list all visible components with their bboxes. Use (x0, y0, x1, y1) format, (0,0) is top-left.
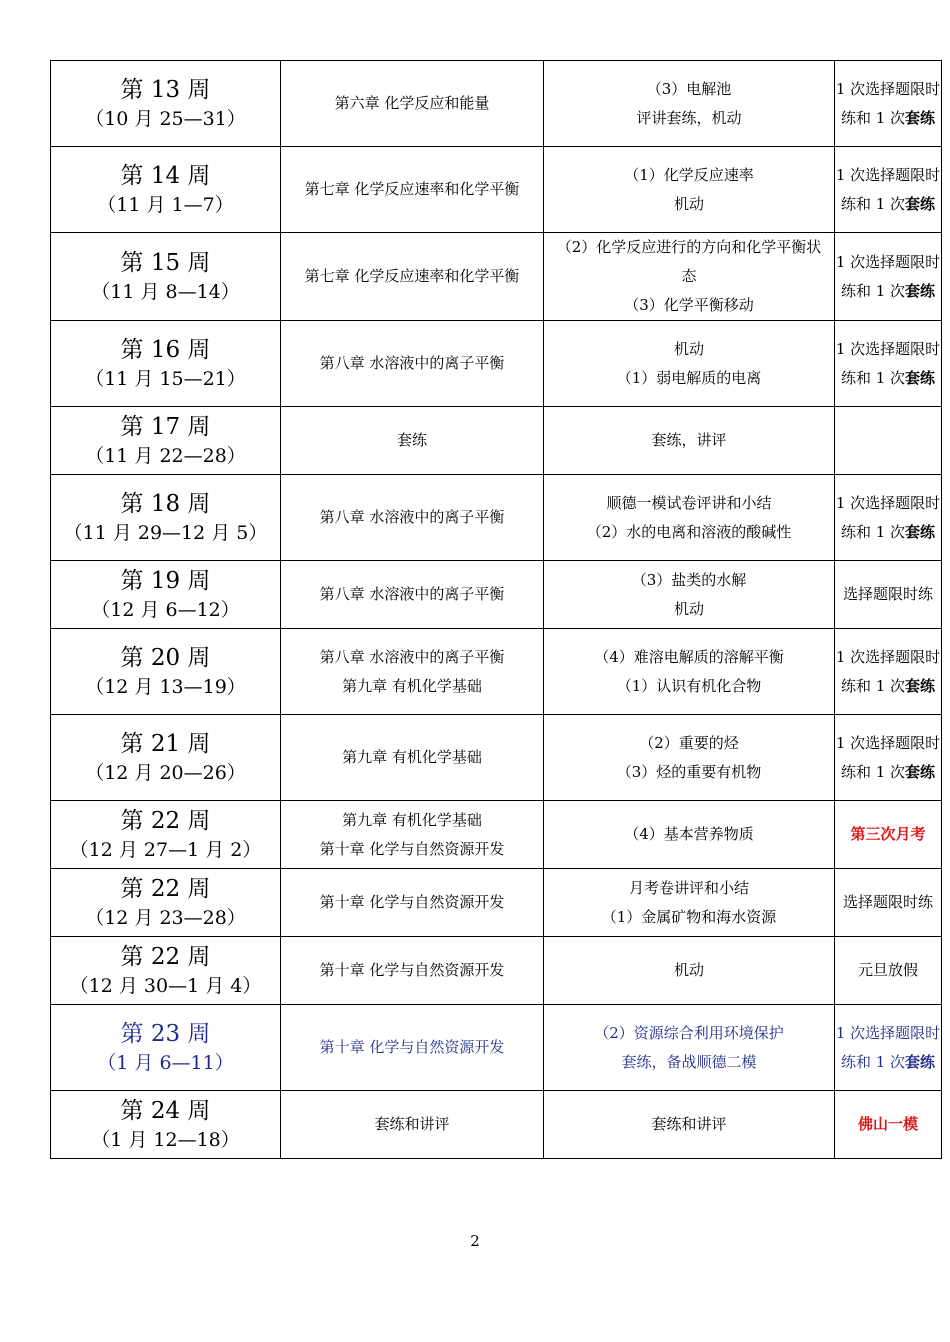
note-cell (835, 629, 942, 715)
week-label: 第 22 周 (120, 943, 211, 970)
week-cell (51, 147, 281, 233)
content-cell (544, 475, 835, 561)
table-row (51, 61, 942, 147)
content-line: 机动 (673, 194, 704, 213)
table-row (51, 629, 942, 715)
content-cell (544, 407, 835, 475)
content-line: 机动 (673, 599, 704, 618)
note-cell (835, 475, 942, 561)
note-cell (835, 61, 942, 147)
week-cell (51, 233, 281, 321)
content-line: 机动 (673, 961, 704, 979)
content-cell (544, 1005, 835, 1091)
content-line: （1）化学反应速率 (624, 165, 754, 184)
table-row (51, 1005, 942, 1091)
note-bold: 套练 (905, 522, 936, 541)
week-cell (51, 629, 281, 715)
chapter-line: 第八章 水溶液中的离子平衡 (319, 585, 505, 603)
content-line: （1）弱电解质的电离 (616, 368, 762, 387)
content-line: 套练和讲评 (651, 1115, 727, 1133)
content-cell (544, 937, 835, 1005)
week-label: 第 22 周 (120, 875, 211, 902)
date-range: （11 月 22—28） (85, 444, 246, 467)
content-cell (544, 147, 835, 233)
chapter-line: 第十章 化学与自然资源开发 (319, 839, 505, 858)
chapter-line: 第八章 水溶液中的离子平衡 (319, 354, 505, 372)
chapter-cell (281, 61, 544, 147)
chapter-line: 第九章 有机化学基础 (342, 676, 482, 695)
note-cell (835, 407, 942, 475)
note-cell (835, 1005, 942, 1091)
chapter-line: 第八章 水溶液中的离子平衡 (319, 508, 505, 526)
content-cell (544, 629, 835, 715)
chapter-line: 第十章 化学与自然资源开发 (319, 1038, 505, 1056)
schedule-table (50, 60, 942, 1159)
table-row (51, 801, 942, 869)
note-text: 1 次选择题限时练和 1 次 (835, 1023, 941, 1071)
chapter-cell (281, 869, 544, 937)
chapter-line: 第十章 化学与自然资源开发 (319, 961, 505, 979)
note-cell (835, 561, 942, 629)
week-label: 第 24 周 (120, 1097, 211, 1124)
chapter-cell (281, 937, 544, 1005)
note-bold: 套练 (905, 762, 936, 781)
chapter-line: 套练 (396, 431, 427, 449)
chapter-cell (281, 407, 544, 475)
note-text: 元旦放假 (857, 961, 918, 979)
week-cell (51, 937, 281, 1005)
content-line: 套练，备战顺德二模 (621, 1052, 757, 1071)
date-range: （12 月 23—28） (85, 906, 246, 929)
content-line: （2）资源综合利用环境保护 (594, 1023, 784, 1042)
note-cell (835, 233, 942, 321)
note-text: 1 次选择题限时练和 1 次 (835, 252, 941, 300)
page-number: 2 (470, 1232, 480, 1250)
note-bold: 套练 (905, 108, 936, 127)
week-cell (51, 1005, 281, 1091)
content-line: （4）难溶电解质的溶解平衡 (594, 647, 784, 666)
week-cell (51, 801, 281, 869)
content-line: 顺德一模试卷评讲和小结 (606, 493, 772, 512)
chapter-line: 第十章 化学与自然资源开发 (319, 893, 505, 911)
content-cell (544, 561, 835, 629)
content-line: （3）盐类的水解 (631, 570, 747, 589)
date-range: （11 月 8—14） (91, 280, 240, 303)
chapter-cell (281, 1091, 544, 1159)
chapter-cell (281, 147, 544, 233)
note-bold: 套练 (905, 281, 936, 300)
date-range: （12 月 30—1 月 4） (69, 974, 262, 997)
chapter-cell (281, 801, 544, 869)
table-row (51, 561, 942, 629)
table-row (51, 475, 942, 561)
table-row (51, 147, 942, 233)
table-row (51, 321, 942, 407)
exam-label: 佛山一模 (857, 1115, 918, 1133)
week-cell (51, 869, 281, 937)
content-line: （2）水的电离和溶液的酸碱性 (586, 522, 792, 541)
date-range: （1 月 12—18） (91, 1128, 240, 1151)
week-cell (51, 61, 281, 147)
date-range: （11 月 29—12 月 5） (63, 521, 268, 544)
table-row (51, 715, 942, 801)
note-bold: 套练 (905, 1052, 936, 1071)
table-row (51, 1091, 942, 1159)
note-text: 1 次选择题限时练和 1 次 (835, 647, 941, 695)
note-text: 选择题限时练 (842, 585, 933, 603)
note-cell (835, 801, 942, 869)
note-cell (835, 1091, 942, 1159)
content-line: （2）化学反应进行的方向和化学平衡状态 (556, 238, 822, 285)
note-cell (835, 869, 942, 937)
week-label: 第 19 周 (120, 567, 211, 594)
chapter-line: 第六章 化学反应和能量 (334, 94, 490, 112)
note-bold: 套练 (905, 368, 936, 387)
week-cell (51, 321, 281, 407)
content-line: （3）化学平衡移动 (624, 296, 754, 314)
date-range: （11 月 1—7） (97, 193, 234, 216)
date-range: （12 月 13—19） (85, 675, 246, 698)
note-cell (835, 147, 942, 233)
content-line: 评讲套练，机动 (636, 108, 742, 127)
note-text: 1 次选择题限时练和 1 次 (835, 733, 941, 781)
content-cell (544, 1091, 835, 1159)
week-cell (51, 475, 281, 561)
chapter-cell (281, 561, 544, 629)
note-text: 1 次选择题限时练和 1 次 (835, 339, 941, 387)
week-cell (51, 715, 281, 801)
note-text: 1 次选择题限时练和 1 次 (835, 493, 941, 541)
chapter-line: 第七章 化学反应速率和化学平衡 (304, 267, 520, 285)
chapter-line: 第七章 化学反应速率和化学平衡 (304, 180, 520, 198)
content-line: （3）电解池 (646, 79, 732, 98)
content-line: 机动 (673, 339, 704, 358)
note-cell (835, 321, 942, 407)
chapter-cell (281, 1005, 544, 1091)
date-range: （12 月 27—1 月 2） (69, 838, 262, 861)
week-label: 第 20 周 (120, 644, 211, 671)
content-cell (544, 233, 835, 321)
note-cell (835, 715, 942, 801)
note-bold: 套练 (905, 194, 936, 213)
content-cell (544, 801, 835, 869)
content-line: （4）基本营养物质 (624, 825, 754, 843)
content-cell (544, 321, 835, 407)
chapter-cell (281, 715, 544, 801)
week-label: 第 22 周 (120, 807, 211, 834)
content-cell (544, 61, 835, 147)
chapter-cell (281, 233, 544, 321)
note-text: 1 次选择题限时练和 1 次 (835, 79, 941, 127)
content-cell (544, 715, 835, 801)
chapter-cell (281, 629, 544, 715)
content-cell (544, 869, 835, 937)
date-range: （10 月 25—31） (85, 107, 246, 130)
chapter-line: 第八章 水溶液中的离子平衡 (319, 647, 505, 666)
content-line: （2）重要的烃 (639, 733, 739, 752)
week-cell (51, 561, 281, 629)
week-cell (51, 1091, 281, 1159)
note-text: 选择题限时练 (842, 893, 933, 911)
week-label: 第 17 周 (120, 413, 211, 440)
content-line: 月考卷讲评和小结 (628, 878, 749, 897)
date-range: （12 月 20—26） (85, 761, 246, 784)
week-label: 第 13 周 (120, 76, 211, 103)
week-label: 第 16 周 (120, 336, 211, 363)
content-line: （1）认识有机化合物 (616, 676, 762, 695)
content-line: （3）烃的重要有机物 (616, 762, 762, 781)
chapter-cell (281, 475, 544, 561)
table-row (51, 407, 942, 475)
week-label: 第 18 周 (120, 490, 211, 517)
content-line: （1）金属矿物和海水资源 (601, 907, 777, 926)
week-cell (51, 407, 281, 475)
date-range: （12 月 6—12） (91, 598, 240, 621)
table-row (51, 233, 942, 321)
table-row (51, 937, 942, 1005)
chapter-cell (281, 321, 544, 407)
date-range: （1 月 6—11） (97, 1051, 234, 1074)
chapter-line: 第九章 有机化学基础 (342, 748, 482, 766)
week-label: 第 15 周 (120, 249, 211, 276)
week-label: 第 21 周 (120, 730, 211, 757)
table-row (51, 869, 942, 937)
note-text: 1 次选择题限时练和 1 次 (835, 165, 941, 213)
content-line: 套练，讲评 (651, 431, 727, 449)
note-bold: 套练 (905, 676, 936, 695)
chapter-line: 套练和讲评 (374, 1115, 450, 1133)
week-label: 第 23 周 (120, 1020, 211, 1047)
exam-label: 第三次月考 (850, 825, 926, 843)
note-cell (835, 937, 942, 1005)
chapter-line: 第九章 有机化学基础 (342, 810, 482, 829)
week-label: 第 14 周 (120, 162, 211, 189)
date-range: （11 月 15—21） (85, 367, 246, 390)
